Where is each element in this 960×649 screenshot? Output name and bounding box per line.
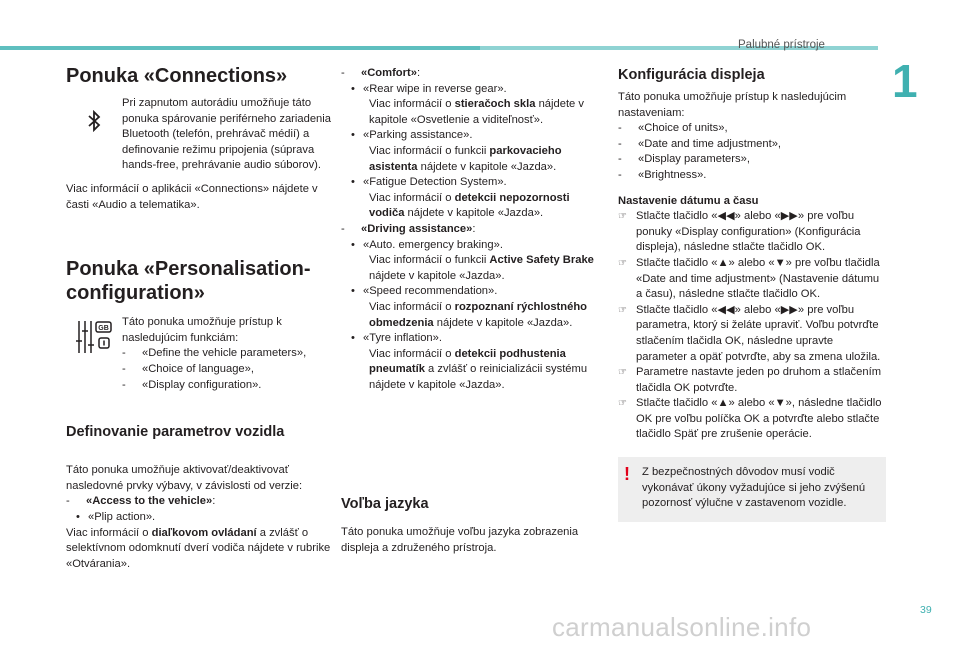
step-item: ☞ Parametre nastavte jeden po druhom a stlačením tlačidla OK potvrďte. bbox=[618, 365, 886, 396]
vehicle-params-info: Viac informácií o diaľkovom ovládaní a zvlášť o selektívnom odomknutí dverí vodiča nájdete v rubrike «Otvárania». bbox=[66, 526, 331, 570]
personalisation-title: Ponuka «Personalisation-configuration» bbox=[66, 258, 311, 305]
personalisation-block bbox=[66, 315, 334, 393]
list-item: - «Date and time adjustment», bbox=[618, 137, 782, 150]
list-item-info: Viac informácií o rozpoznaní rýchlostného obmedzenia nájdete v kapitole «Jazda». bbox=[369, 300, 588, 329]
page-number: 39 bbox=[920, 604, 932, 616]
column-right bbox=[618, 66, 886, 522]
chapter-number: 1 bbox=[892, 55, 918, 107]
list-item: - «Brightness». bbox=[618, 168, 707, 181]
connections-description: Pri zapnutom autorádiu umožňuje táto ponuka spárovanie periférneho zariadenia Bluetooth (telefón, prehrávač médií) a definovanie režimu pripojenia (súprava hands-free, prehrávanie audio súborov). bbox=[122, 97, 331, 172]
settings-language-icon bbox=[66, 315, 122, 355]
connections-title: Ponuka «Connections» bbox=[66, 65, 288, 87]
step-item: ☞ Stlačte tlačidlo «▲» alebo «▼» pre voľbu tlačidla «Date and time adjustment» (Nastavenie dátumu a času), následne stlačte tlačidlo OK. bbox=[618, 256, 886, 303]
list-item: - «Choice of language», bbox=[122, 362, 254, 375]
header-bar-left bbox=[0, 46, 480, 50]
list-item: - «Define the vehicle parameters», bbox=[122, 347, 307, 360]
display-config-title: Konfigurácia displeja bbox=[618, 67, 765, 83]
pointer-icon: ☞ bbox=[618, 398, 627, 410]
step-item: ☞ Stlačte tlačidlo «◀◀» alebo «▶▶» pre voľbu ponuky «Display configuration» (Konfigurácia displeja), následne stlačte tlačidlo OK. bbox=[618, 209, 886, 256]
list-item: • «Fatigue Detection System». bbox=[351, 176, 507, 189]
list-item: • «Speed recommendation». bbox=[351, 285, 498, 298]
list-item: - «Display configuration». bbox=[122, 378, 262, 391]
icon-gb-label: GB bbox=[98, 325, 109, 333]
pointer-icon: ☞ bbox=[618, 211, 627, 223]
date-setting-title: Nastavenie dátumu a času bbox=[618, 194, 759, 207]
list-item-info: Viac informácií o stieračoch skla nájdete v kapitole «Osvetlenie a viditeľnosť». bbox=[369, 98, 584, 126]
list-item: • «Auto. emergency braking». bbox=[351, 238, 503, 251]
list-item: • «Rear wipe in reverse gear». bbox=[351, 82, 507, 95]
list-item: - «Access to the vehicle» : bbox=[66, 495, 216, 508]
column-middle bbox=[341, 66, 606, 557]
connections-block bbox=[66, 96, 334, 174]
section-title: Palubné prístroje bbox=[738, 39, 825, 51]
warning-exclamation-icon: ! bbox=[624, 464, 630, 485]
list-item-info: Viac informácií o detekcii podhustenia pneumatík a zvlášť o reinicializácii systému nájdete v kapitole «Jazda». bbox=[369, 347, 588, 391]
watermark: carmanualsonline.info bbox=[552, 612, 812, 642]
personalisation-intro: Táto ponuka umožňuje prístup k nasledujúcim funkciám: bbox=[122, 316, 282, 344]
pointer-icon: ☞ bbox=[618, 304, 627, 316]
pointer-icon: ☞ bbox=[618, 257, 627, 269]
vehicle-params-title: Definovanie parametrov vozidla bbox=[66, 424, 285, 441]
list-item-info: Viac informácií o detekcii nepozornosti vodiča nájdete v kapitole «Jazda». bbox=[369, 191, 570, 220]
warning-note bbox=[618, 457, 886, 522]
column-left bbox=[66, 64, 334, 572]
list-item: • «Parking assistance». bbox=[351, 129, 473, 142]
list-item: • «Tyre inflation». bbox=[351, 332, 442, 345]
connections-more-info: Viac informácií o aplikácii «Connections» nájdete v časti «Audio a telematika». bbox=[66, 182, 318, 211]
language-title: Voľba jazyka bbox=[341, 496, 429, 513]
comfort-heading: - «Comfort» : bbox=[341, 67, 421, 79]
list-item: - «Choice of units», bbox=[618, 122, 728, 135]
list-item: • «Plip action». bbox=[76, 510, 156, 523]
pointer-icon: ☞ bbox=[618, 367, 627, 379]
step-item: ☞ Stlačte tlačidlo «▲» alebo «▼», následne tlačidlo OK pre voľbu políčka OK a potvrďte alebo stlačte tlačidlo Späť pre zrušenie operácie. bbox=[618, 396, 886, 443]
vehicle-params-intro: Táto ponuka umožňuje aktivovať/deaktivovať nasledovné prvky výbavy, v závislosti od verzie: bbox=[66, 464, 303, 492]
bluetooth-icon bbox=[66, 96, 122, 132]
warning-text: Z bezpečnostných dôvodov musí vodič vykonávať úkony vyžadujúce si jeho zvýšenú pozornosť výlučne v zastavenom vozidle. bbox=[642, 466, 866, 510]
list-item-info: Viac informácií o funkcii Active Safety Brake nájdete v kapitole «Jazda». bbox=[369, 254, 594, 282]
language-text: Táto ponuka umožňuje voľbu jazyka zobrazenia displeja a združeného prístroja. bbox=[341, 526, 579, 555]
driving-heading: - «Driving assistance» : bbox=[341, 222, 476, 235]
list-item-info: Viac informácií o funkcii parkovacieho asistenta nájdete v kapitole «Jazda». bbox=[369, 144, 562, 173]
display-config-intro: Táto ponuka umožňuje prístup k nasledujúcim nastaveniam: bbox=[618, 91, 847, 119]
list-item: - «Display parameters», bbox=[618, 153, 750, 166]
step-item: ☞ Stlačte tlačidlo «◀◀» alebo «▶▶» pre voľbu parametra, ktorý si želáte upraviť. Voľbu potvrďte stlačením tlačidla OK, následne upravte parameter a opäť potvrďte, aby sa zmena uložila. bbox=[618, 303, 886, 365]
